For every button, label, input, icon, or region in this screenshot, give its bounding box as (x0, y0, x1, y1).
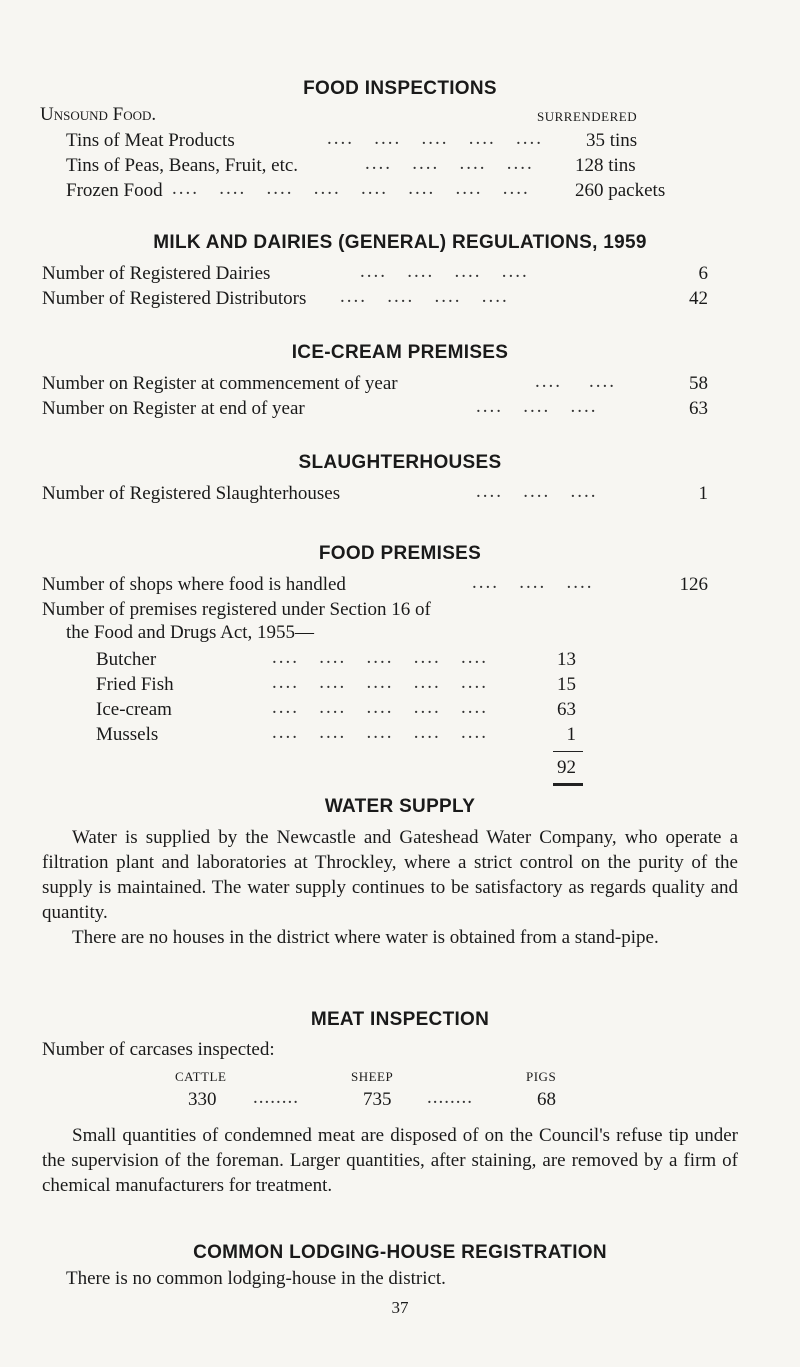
leader-dots: .... .... .... (472, 572, 594, 593)
row-value: 6 (698, 263, 708, 284)
row-value: 35 tins (586, 130, 638, 151)
row-label: Number of Registered Dairies (42, 263, 271, 284)
surrendered-header: SURRENDERED (537, 109, 638, 124)
premises-item-label: Butcher (96, 649, 157, 670)
ice-cream-heading: ICE-CREAM PREMISES (291, 342, 509, 363)
header-cattle: CATTLE (175, 1069, 227, 1084)
row-label: Number on Register at end of year (42, 398, 305, 419)
value-cattle: 330 (188, 1089, 217, 1110)
leader-dots: .... .... .... .... .... (272, 697, 488, 718)
leader-dots: .... .... .... (476, 481, 598, 502)
row-label: Tins of Meat Products (66, 130, 235, 151)
premises-total: 92 (557, 757, 576, 778)
meat-inspection-heading: MEAT INSPECTION (310, 1009, 490, 1030)
row-label: Tins of Peas, Beans, Fruit, etc. (66, 155, 299, 176)
leader-dots: .... .... .... .... (340, 286, 509, 307)
row-label: Number on Register at commencement of year (42, 373, 398, 394)
premises-item-value: 13 (557, 649, 576, 670)
value-pigs: 68 (537, 1089, 556, 1110)
registered-line-2: the Food and Drugs Act, 1955— (66, 622, 315, 643)
header-pigs: PIGS (526, 1069, 557, 1084)
food-premises-heading: FOOD PREMISES (318, 543, 482, 564)
leader-dots: .... .... .... .... .... (327, 128, 543, 149)
registered-line-1: Number of premises registered under Section 16 of (42, 599, 431, 620)
leader-dots: ........ (253, 1087, 299, 1108)
premises-item-label: Fried Fish (96, 674, 174, 695)
slaughterhouses-heading: SLAUGHTERHOUSES (298, 452, 502, 473)
row-value: 1 (698, 483, 708, 504)
header-sheep: SHEEP (351, 1069, 394, 1084)
shops-value: 126 (679, 574, 708, 595)
total-double-rule (553, 783, 583, 786)
premises-item-label: Mussels (96, 724, 159, 745)
premises-item-value: 1 (566, 724, 576, 745)
lodging-text: There is no common lodging-house in the district. (66, 1268, 446, 1289)
row-label: Number of Registered Slaughterhouses (42, 483, 341, 504)
row-value: 63 (689, 398, 708, 419)
value-sheep: 735 (363, 1089, 392, 1110)
row-value: 128 tins (575, 155, 636, 176)
row-label: Number of Registered Distributors (42, 288, 307, 309)
subtotal-rule (553, 751, 583, 752)
lodging-heading: COMMON LODGING-HOUSE REGISTRATION (193, 1242, 607, 1263)
leader-dots: .... .... .... .... .... (272, 647, 488, 668)
water-supply-heading: WATER SUPPLY (324, 796, 476, 817)
leader-dots: .... .... .... .... .... .... .... .... (172, 178, 530, 199)
leader-dots: .... .... .... .... (365, 153, 534, 174)
unsound-food-label: Unsound Food. (40, 104, 157, 125)
row-value: 58 (689, 373, 708, 394)
page-number: 37 (391, 1298, 409, 1317)
premises-item-label: Ice-cream (96, 699, 172, 720)
carcases-intro: Number of carcases inspected: (42, 1039, 275, 1060)
row-label: Frozen Food (66, 180, 163, 201)
leader-dots: .... .... (535, 371, 616, 392)
water-supply-paragraph-1: Water is supplied by the Newcastle and Gateshead Water Company, who operate a filtration plant and laboratories at Throckley, where a strict control on the purity of the supply is maintained. The water supply continues to be satisfactory as regards quality and quantity. (42, 827, 738, 923)
leader-dots: .... .... .... .... (360, 261, 529, 282)
meat-inspection-paragraph: Small quantities of condemned meat are disposed of on the Council's refuse tip under the supervision of the foreman. Larger quantities, after staining, are removed by a firm of chemical manufacturers for treatment. (42, 1125, 738, 1196)
row-value: 42 (689, 288, 708, 309)
leader-dots: .... .... .... .... .... (272, 672, 488, 693)
milk-dairies-heading: MILK AND DAIRIES (GENERAL) REGULATIONS, 1959 (153, 232, 647, 253)
leader-dots: ........ (427, 1087, 473, 1108)
premises-item-value: 15 (557, 674, 576, 695)
food-inspections-heading: FOOD INSPECTIONS (303, 78, 497, 99)
water-supply-paragraph-2: There are no houses in the district where water is obtained from a stand-pipe. (72, 927, 659, 948)
shops-label: Number of shops where food is handled (42, 574, 346, 595)
leader-dots: .... .... .... .... .... (272, 722, 488, 743)
row-value: 260 packets (575, 180, 666, 201)
leader-dots: .... .... .... (476, 396, 598, 417)
premises-item-value: 63 (557, 699, 576, 720)
